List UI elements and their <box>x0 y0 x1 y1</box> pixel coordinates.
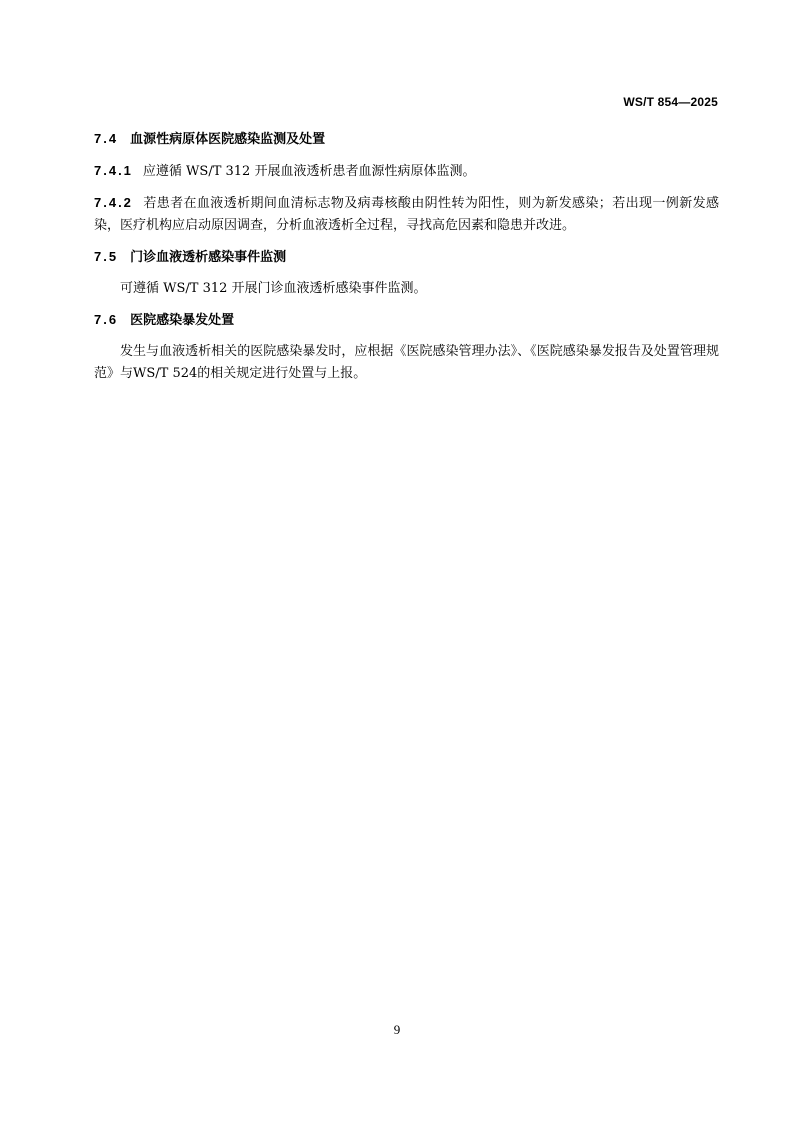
clause-number: 7.4.2 <box>94 195 133 210</box>
section-title: 血源性病原体医院感染监测及处置 <box>130 132 326 147</box>
clause-7-4-2 <box>94 192 719 237</box>
section-number: 7.5 <box>94 249 119 264</box>
page-number: 9 <box>393 1022 401 1037</box>
clause-text: 应遵循 WS/T 312 开展血液透析患者血源性病原体监测。 <box>142 164 476 179</box>
paragraph-7-6: 发生与血液透析相关的医院感染暴发时，应根据《医院感染管理办法》、《医院感染暴发报告及处置管理规范》与WS/T 524的相关规定进行处置与上报。 <box>94 344 719 381</box>
section-heading-7-4 <box>94 128 719 151</box>
clause-number: 7.4.1 <box>94 163 133 178</box>
section-number: 7.6 <box>94 312 119 327</box>
section-heading-7-5 <box>94 246 719 269</box>
section-number: 7.4 <box>94 131 119 146</box>
clause-text: 若患者在血液透析期间血清标志物及病毒核酸由阴性转为阳性，则为新发感染；若出现一例新发感染，医疗机构应启动原因调查，分析血液透析全过程，寻找高危因素和隐患并改进。 <box>94 196 719 233</box>
section-heading-7-6 <box>94 309 719 332</box>
section-title: 医院感染暴发处置 <box>130 313 235 328</box>
clause-7-4-1 <box>94 160 719 183</box>
section-title: 门诊血液透析感染事件监测 <box>130 250 287 265</box>
document-body <box>94 128 719 394</box>
paragraph-7-5: 可遵循 WS/T 312 开展门诊血液透析感染事件监测。 <box>120 281 427 296</box>
standard-code: WS/T 854—2025 <box>623 95 718 109</box>
